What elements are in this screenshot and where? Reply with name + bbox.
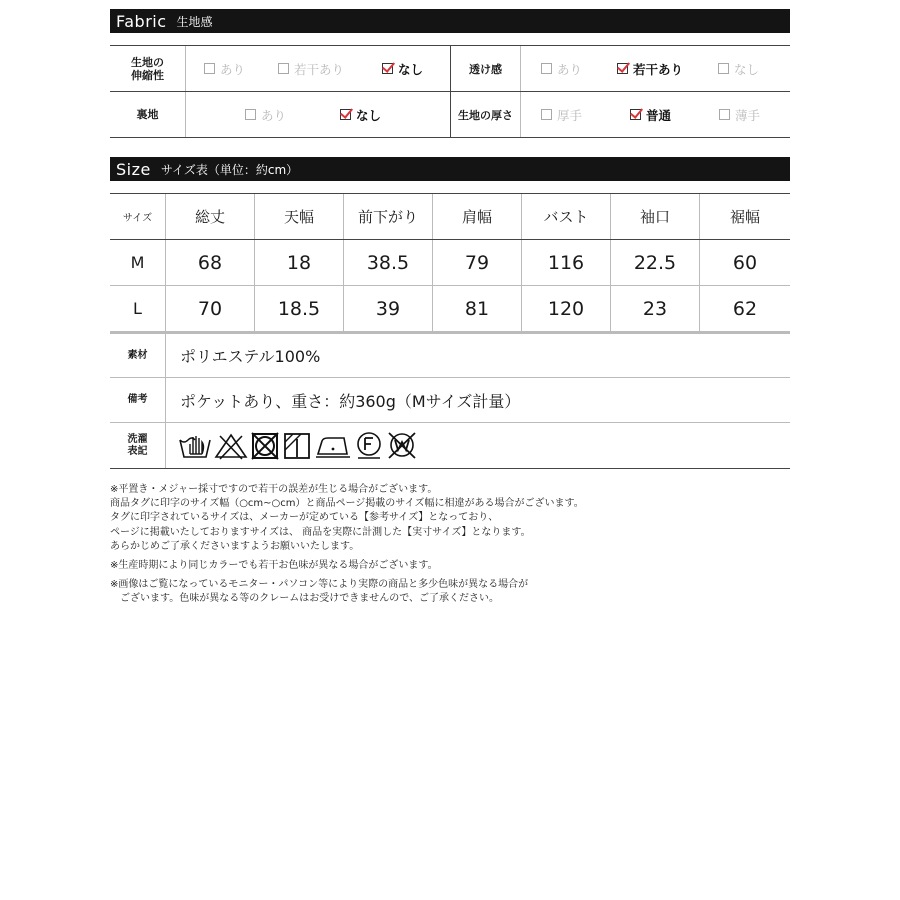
value-cell: 18.5 bbox=[255, 286, 344, 331]
note-line: ページに掲載いたしておりますサイズは、 商品を実際に計測した【実寸サイズ】となります。 bbox=[110, 526, 531, 538]
option-label: なし bbox=[734, 61, 760, 77]
remarks-row bbox=[110, 378, 790, 423]
option-lining-yes bbox=[245, 106, 340, 124]
checkbox-icon bbox=[245, 109, 256, 120]
option-label: 薄手 bbox=[735, 107, 761, 123]
fabric-row bbox=[110, 46, 790, 92]
label-line-2: 伸縮性 bbox=[131, 68, 164, 82]
note-line: ※平置き・メジャー採寸ですので若干の誤差が生じる場合がございます。 bbox=[110, 484, 438, 495]
option-sheer-slight bbox=[617, 60, 718, 78]
no-bleach-icon bbox=[214, 432, 248, 460]
care-label bbox=[110, 423, 166, 468]
option-label: 普通 bbox=[646, 107, 672, 123]
value-cell: 79 bbox=[433, 240, 522, 285]
checkbox-icon bbox=[541, 109, 552, 120]
option-stretch-yes bbox=[204, 60, 278, 78]
option-label: あり bbox=[220, 61, 246, 77]
checked-checkbox-icon bbox=[340, 109, 351, 120]
value-cell: 120 bbox=[522, 286, 611, 331]
header-cell: 袖口 bbox=[611, 194, 700, 239]
size-title-jp: サイズ表（単位：約cm） bbox=[160, 162, 299, 177]
stretch-options bbox=[186, 46, 450, 91]
note-line: あらかじめご了承くださいますようお願いいたします。 bbox=[110, 540, 360, 552]
fabric-row bbox=[110, 92, 790, 138]
table-row bbox=[110, 240, 790, 286]
material-row bbox=[110, 334, 790, 378]
option-label: 厚手 bbox=[557, 107, 583, 123]
option-label: あり bbox=[261, 107, 287, 123]
option-lining-none bbox=[340, 106, 381, 124]
fabric-row-label: 裏地 bbox=[110, 92, 186, 137]
low-iron-icon bbox=[314, 432, 352, 460]
care-row bbox=[110, 423, 790, 469]
size-section-header bbox=[110, 157, 790, 181]
fabric-row-label: 透け感 bbox=[451, 46, 521, 91]
size-cell: L bbox=[110, 286, 166, 331]
table-row bbox=[110, 286, 790, 334]
header-cell: 前下がり bbox=[344, 194, 433, 239]
note-line: ※生産時期により同じカラーでも若干お色味が異なる場合がございます。 bbox=[110, 560, 438, 572]
value-cell: 18 bbox=[255, 240, 344, 285]
value-cell: 62 bbox=[732, 297, 758, 320]
line-dry-shade-icon bbox=[282, 432, 312, 460]
checked-checkbox-icon bbox=[617, 63, 628, 74]
size-table bbox=[110, 193, 790, 334]
option-label: なし bbox=[356, 107, 382, 123]
checkbox-icon bbox=[278, 63, 289, 74]
fabric-row-label bbox=[110, 46, 186, 91]
value-cell: 70 bbox=[166, 286, 255, 331]
thickness-options bbox=[521, 92, 790, 137]
care-icons bbox=[166, 423, 418, 468]
material-value: ポリエステル100% bbox=[180, 347, 321, 366]
option-stretch-none bbox=[382, 60, 423, 78]
checkbox-icon bbox=[719, 109, 730, 120]
remarks-label: 備考 bbox=[110, 378, 166, 422]
size-cell: M bbox=[110, 240, 166, 285]
checkbox-icon bbox=[718, 63, 729, 74]
note-line: ※画像はご覧になっているモニター・パソコン等により実際の商品と多少色味が異なる場合が bbox=[110, 579, 529, 591]
option-label: 若干あり bbox=[294, 61, 345, 77]
value-cell: 116 bbox=[522, 240, 611, 285]
option-thin bbox=[719, 106, 760, 124]
option-label: なし bbox=[398, 61, 424, 77]
checkbox-icon bbox=[204, 63, 215, 74]
header-cell: 肩幅 bbox=[433, 194, 522, 239]
value-cell: 23 bbox=[611, 286, 700, 331]
checked-checkbox-icon bbox=[382, 63, 393, 74]
fabric-section-header bbox=[110, 9, 790, 33]
value-cell: 39 bbox=[344, 286, 433, 331]
option-stretch-slight bbox=[278, 60, 382, 78]
value-cell: 38.5 bbox=[344, 240, 433, 285]
no-tumble-dry-icon bbox=[250, 432, 280, 460]
option-sheer-yes bbox=[541, 60, 617, 78]
sheerness-options bbox=[521, 46, 790, 91]
fabric-title-en: Fabric bbox=[116, 11, 167, 31]
value-cell: 22.5 bbox=[611, 240, 700, 285]
remarks-value: ポケットあり、重さ：約360g（Mサイズ計量） bbox=[180, 391, 521, 411]
material-label: 素材 bbox=[110, 334, 166, 377]
label-line-1: 洗濯 bbox=[127, 433, 148, 445]
notes-block bbox=[110, 483, 790, 607]
value-cell: 60 bbox=[732, 251, 758, 274]
value-cell: 81 bbox=[433, 286, 522, 331]
header-cell: 総丈 bbox=[166, 194, 255, 239]
option-thick bbox=[541, 106, 630, 124]
option-label: 若干あり bbox=[633, 61, 684, 77]
header-cell: サイズ bbox=[110, 194, 166, 239]
size-title-en: Size bbox=[116, 159, 151, 179]
fabric-row-label: 生地の厚さ bbox=[451, 92, 521, 137]
header-cell: 裾幅 bbox=[729, 208, 760, 226]
option-label: あり bbox=[557, 61, 583, 77]
header-cell: バスト bbox=[522, 194, 611, 239]
size-table-header bbox=[110, 194, 790, 240]
label-line-1: 生地の bbox=[131, 55, 164, 69]
note-line: タグに印字されているサイズは、メーカーが定めている【参考サイズ】となっており、 bbox=[110, 512, 499, 524]
no-wet-clean-icon bbox=[386, 431, 418, 461]
fabric-table bbox=[110, 45, 790, 138]
checked-checkbox-icon bbox=[630, 109, 641, 120]
note-line: 商品タグに印字のサイズ幅（○cm~○cm）と商品ページ掲載のサイズ幅に相違がある場合がございます。 bbox=[110, 498, 584, 510]
option-sheer-none bbox=[718, 60, 759, 78]
dry-clean-f-icon bbox=[354, 431, 384, 461]
option-normal bbox=[630, 106, 719, 124]
value-cell: 68 bbox=[166, 240, 255, 285]
hand-wash-icon bbox=[178, 432, 212, 460]
lining-options bbox=[186, 92, 450, 137]
checkbox-icon bbox=[541, 63, 552, 74]
label-line-2: 表記 bbox=[127, 445, 148, 457]
fabric-title-jp: 生地感 bbox=[176, 14, 213, 29]
note-line: ございます。色味が異なる等のクレームはお受けできませんので、ご了承ください。 bbox=[110, 593, 499, 605]
header-cell: 天幅 bbox=[255, 194, 344, 239]
